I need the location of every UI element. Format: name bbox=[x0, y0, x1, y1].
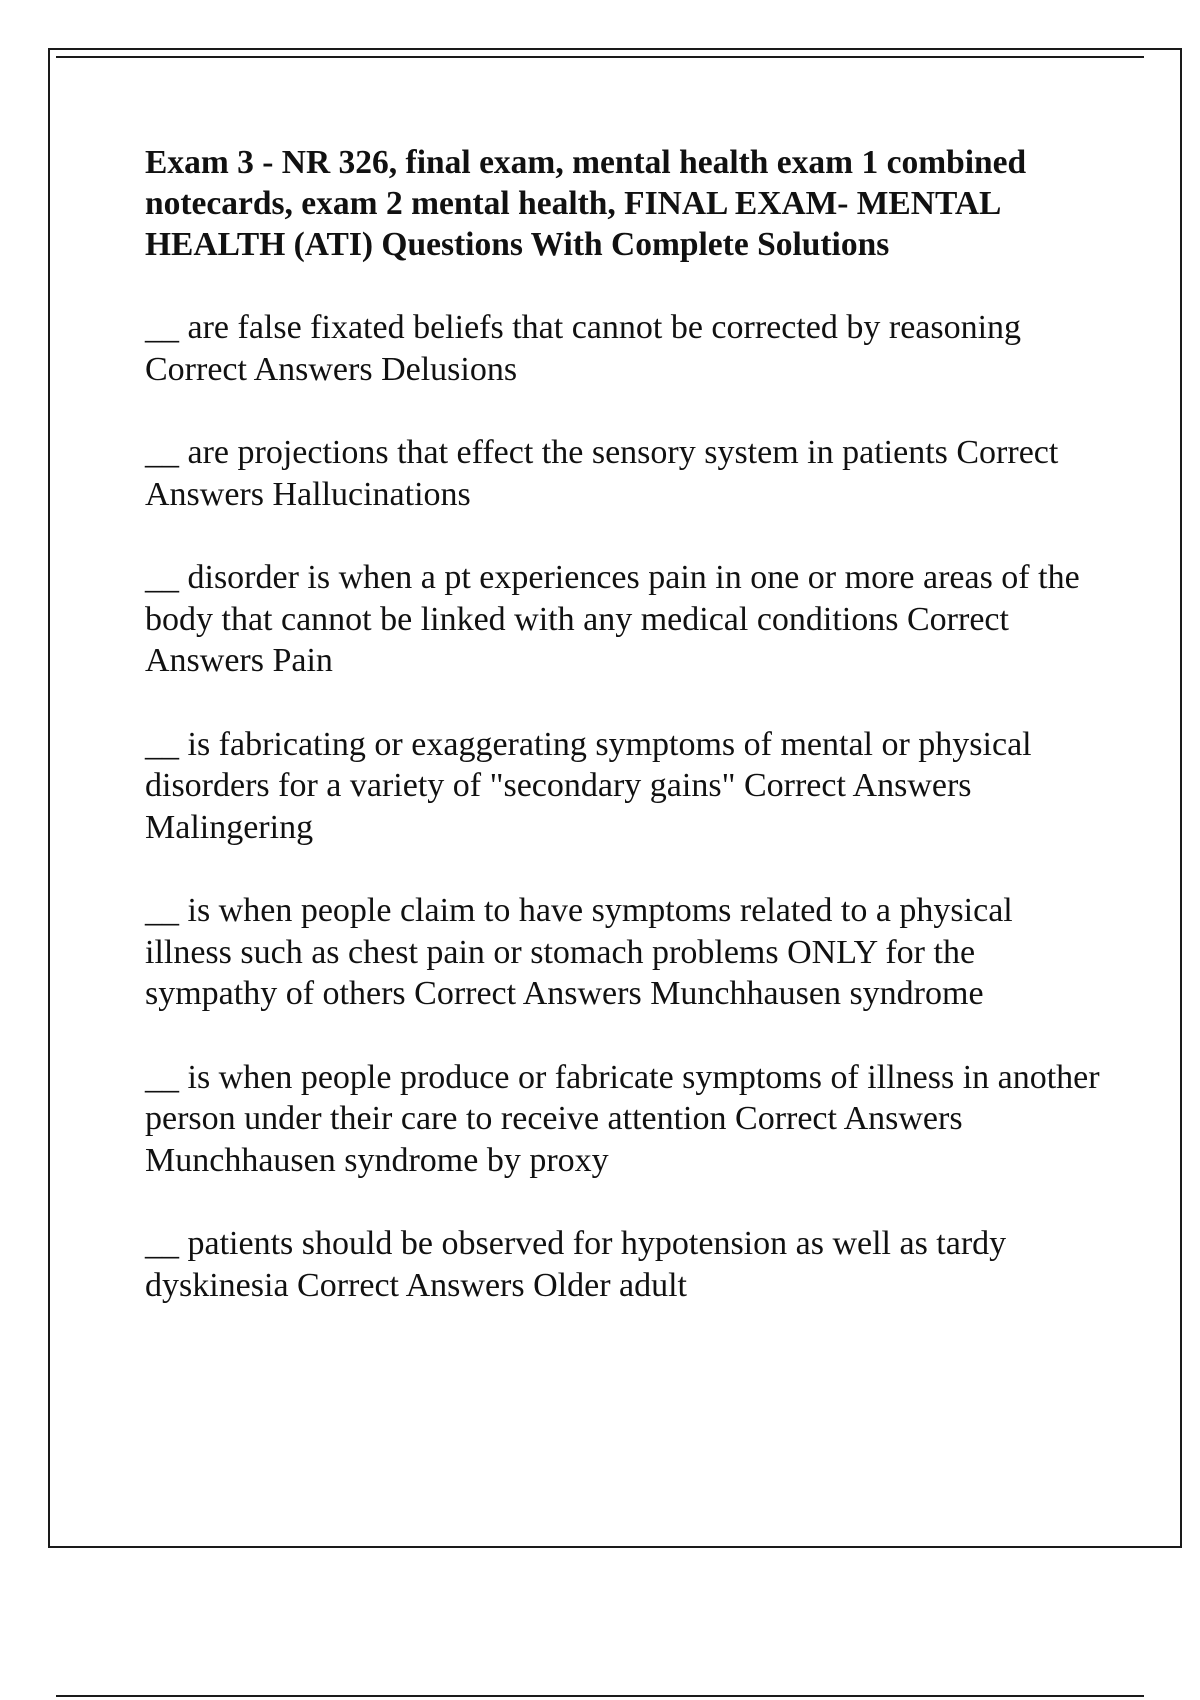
answer-text: Malingering bbox=[145, 808, 314, 846]
question-text: __ are false fixated beliefs that cannot be corrected by reasoning bbox=[145, 309, 1022, 346]
qa-item bbox=[145, 724, 1105, 849]
question-text: __ are projections that effect the sensory system in patients bbox=[145, 434, 948, 471]
question-text: __ is when people claim to have symptoms related to a physical illness such as chest pain or stomach problems ONLY for the sympathy of others bbox=[145, 892, 1022, 1012]
qa-item bbox=[145, 432, 1105, 515]
bottom-rule bbox=[56, 1695, 1144, 1697]
answer-label: Correct Answers bbox=[145, 434, 1065, 513]
answer-text: Pain bbox=[272, 642, 333, 679]
answer-label: Correct Answers bbox=[743, 767, 972, 804]
question-text: __ is fabricating or exaggerating symptoms of mental or physical disorders for a variety of "secondary gains" bbox=[145, 725, 1041, 804]
answer-label: Correct Answers bbox=[414, 975, 642, 1012]
answer-label: Correct Answers bbox=[297, 1266, 525, 1304]
qa-item bbox=[145, 557, 1105, 682]
qa-item bbox=[145, 890, 1105, 1015]
answer-text: Munchhausen syndrome bbox=[650, 975, 984, 1012]
top-rule bbox=[56, 56, 1144, 58]
question-text: __ is when people produce or fabricate symptoms of illness in another person under their care to receive attention bbox=[145, 1058, 1109, 1137]
question-text: __ patients should be observed for hypotension as well as tardy dyskinesia bbox=[145, 1225, 1015, 1304]
answer-text: Munchhausen syndrome by proxy bbox=[145, 1141, 609, 1179]
question-list bbox=[145, 307, 1109, 1306]
qa-item bbox=[145, 1223, 1105, 1306]
document-title: Exam 3 - NR 326, final exam, mental health exam 1 combined notecards, exam 2 mental health, FINAL EXAM- MENTAL HEALTH (ATI) Questions With Complete Solutions bbox=[145, 144, 1027, 263]
answer-text: Delusions bbox=[381, 350, 518, 388]
answer-text: Hallucinations bbox=[272, 475, 471, 513]
answer-label: Correct Answers bbox=[145, 600, 1016, 679]
answer-label: Correct Answers bbox=[145, 350, 373, 388]
question-text: __ disorder is when a pt experiences pain in one or more areas of the body that cannot be linked with any medical conditions bbox=[145, 559, 1089, 638]
qa-item bbox=[145, 307, 1105, 390]
document-body bbox=[145, 142, 1109, 1348]
answer-text: Older adult bbox=[533, 1266, 688, 1304]
answer-label: Correct Answers bbox=[735, 1100, 963, 1137]
qa-item bbox=[145, 1057, 1109, 1182]
